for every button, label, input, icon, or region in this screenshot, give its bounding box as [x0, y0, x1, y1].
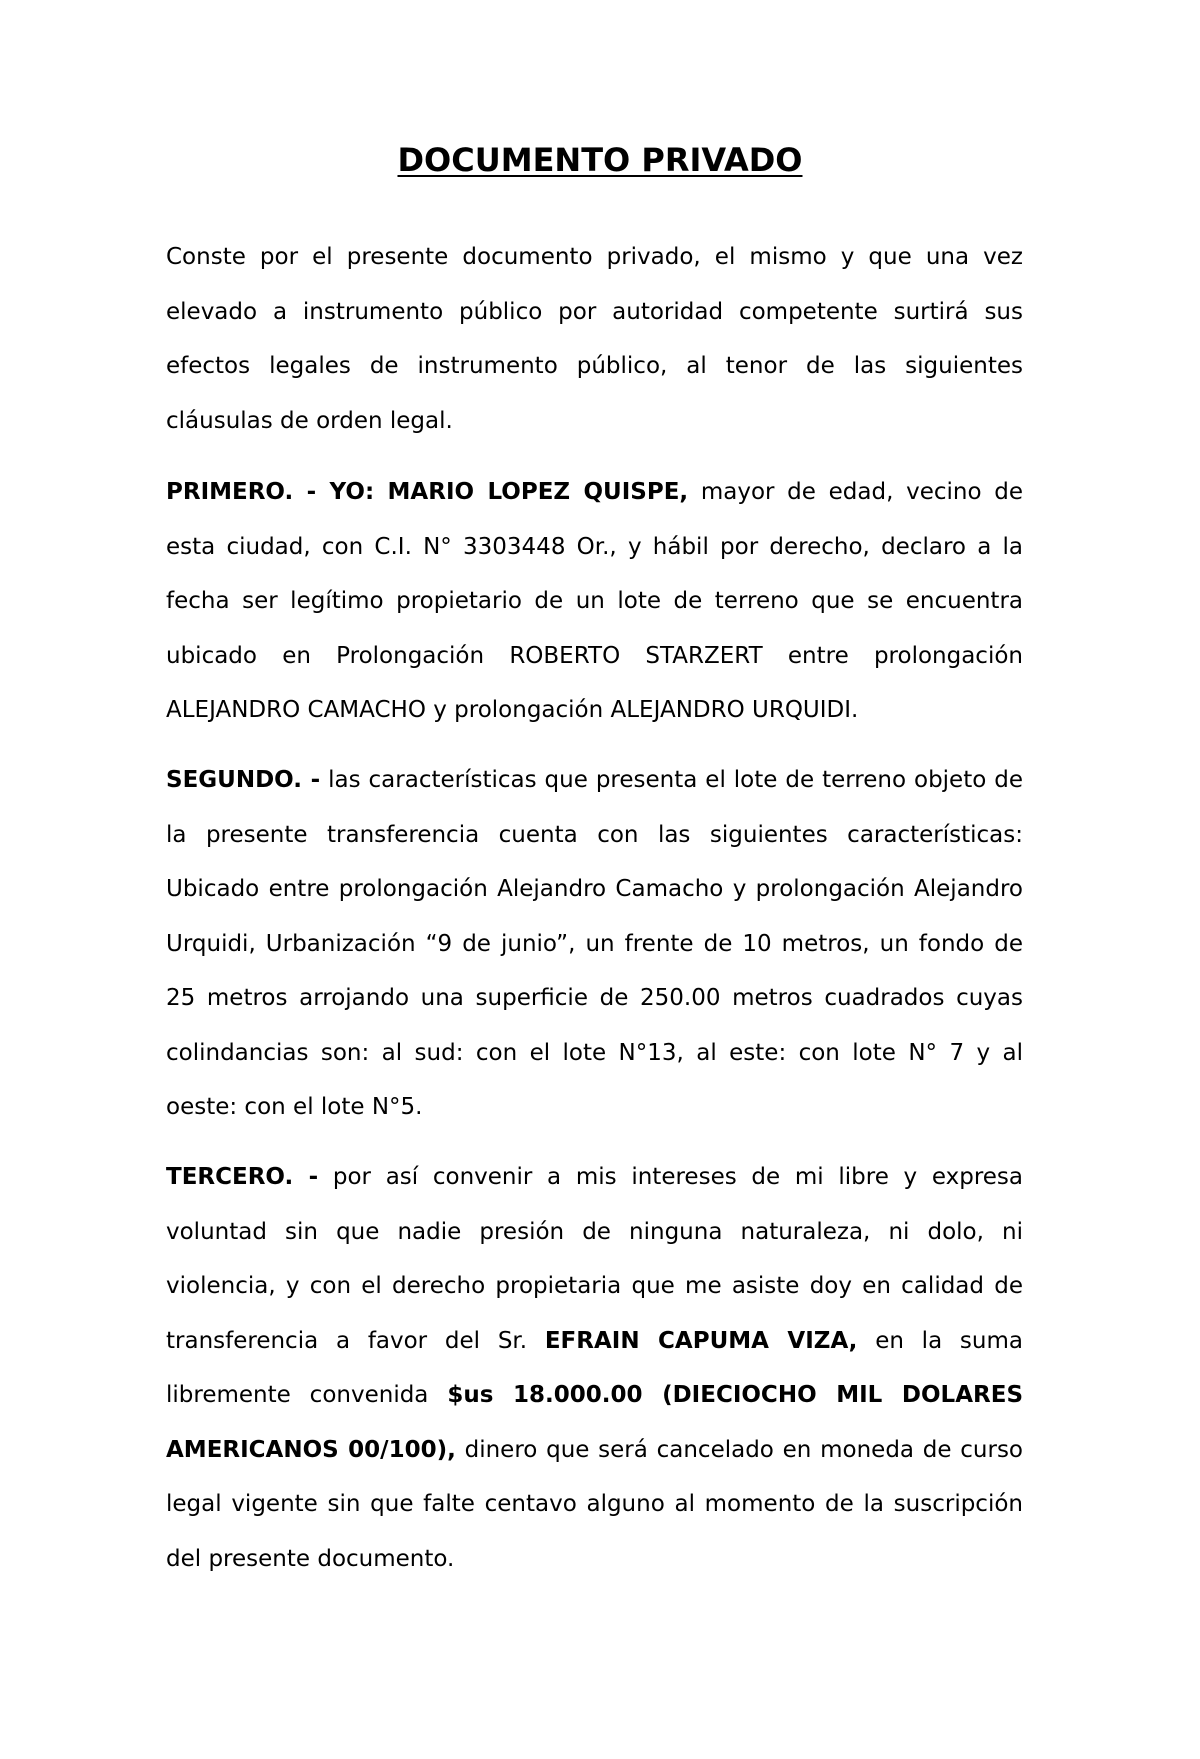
clause-segundo — [166, 753, 1023, 1135]
document-title: DOCUMENTO PRIVADO — [397, 141, 803, 179]
intro-paragraph: Conste por el presente documento privado, el mismo y que una vez elevado a instrumento público por autoridad competente surtirá sus efectos legales de instrumento público, al tenor de las siguientes cláusulas de orden legal. — [166, 244, 1023, 434]
sale-amount: $us 18.000.00 (DIECIOCHO MIL DOLARES AMERICANOS 00/100), — [166, 1382, 1024, 1463]
clause-primero-heading: PRIMERO. - YO: MARIO LOPEZ QUISPE, — [166, 479, 689, 505]
clause-segundo-heading: SEGUNDO. - — [166, 767, 321, 793]
clause-tercero — [166, 1150, 1023, 1586]
clause-primero — [166, 465, 1023, 738]
clause-segundo-text: las características que presenta el lote de terreno objeto de la presente transferencia cuenta con las siguientes características: Ubicado entre prolongación Alejandro Camacho y prolongación Alejandro Urquidi, Urbanización “9 de junio”, un frente de 10 metros, un fondo de 25 metros arrojando una superficie de 250.00 metros cuadrados cuyas colindancias son: al sud: con el lote N°13, al este: con lote N° 7 y al oeste: con el lote N°5. — [166, 767, 1023, 1120]
clause-tercero-text-1: por así convenir a mis intereses de mi libre y expresa voluntad sin que nadie presión de ninguna naturaleza, ni dolo, ni violencia, y con el derecho propietaria que me asiste doy en calidad de transferencia a favor del Sr. — [166, 1164, 1024, 1354]
clause-primero-text: mayor de edad, vecino de esta ciudad, con C.I. N° 3303448 Or., y hábil por derecho, declaro a la fecha ser legítimo propietario de un lote de terreno que se encuentra ubicado en Prolongación ROBERTO STARZERT entre prolongación ALEJANDRO CAMACHO y prolongación ALEJANDRO URQUIDI. — [166, 479, 1023, 723]
clause-tercero-text-2: en la suma libremente convenida — [166, 1327, 1023, 1408]
clause-tercero-text-3: dinero que será cancelado en moneda de curso legal vigente sin que falte centavo alguno al momento de la suscripción del presente documento. — [166, 1436, 1024, 1572]
buyer-name: EFRAIN CAPUMA VIZA, — [544, 1327, 858, 1354]
clause-tercero-heading: TERCERO. - — [166, 1164, 319, 1190]
